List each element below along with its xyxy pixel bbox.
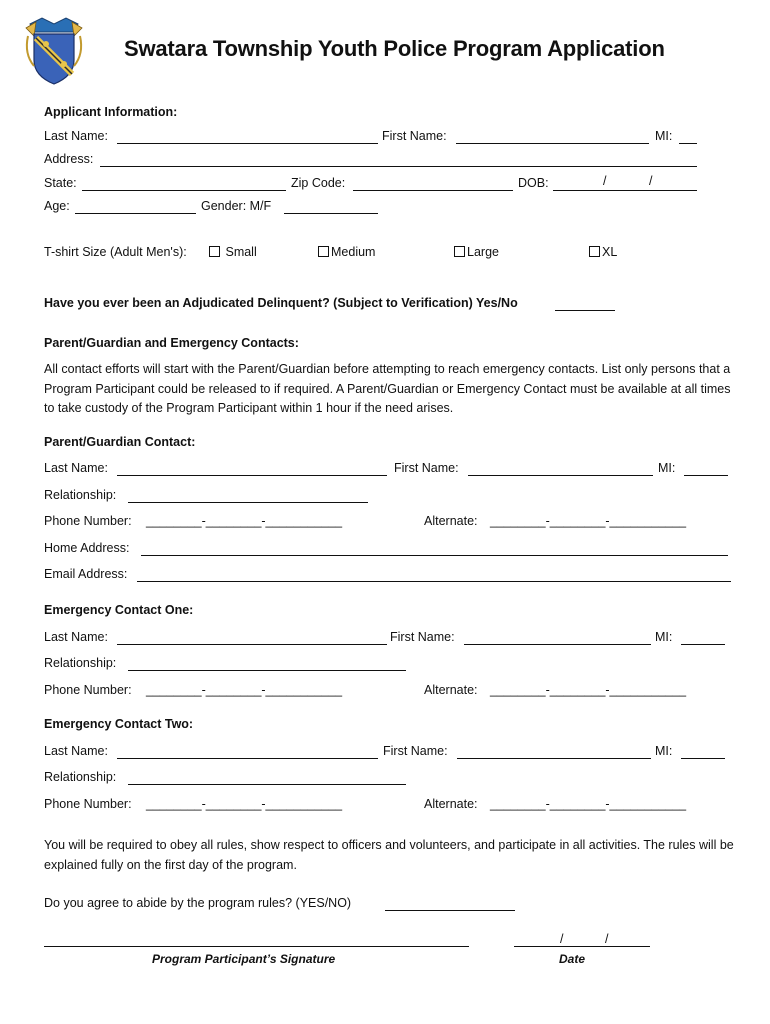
applicant-dob-field[interactable] (553, 190, 697, 191)
guardian-last-name-label: Last Name: (44, 461, 108, 475)
emergency-one-first-name-label: First Name: (390, 630, 455, 644)
guardian-mi-label: MI: (658, 461, 676, 475)
applicant-zip-label: Zip Code: (291, 176, 346, 190)
guardian-email-label: Email Address: (44, 567, 128, 581)
emergency-two-mi-field[interactable] (681, 758, 725, 759)
guardian-last-name-field[interactable] (117, 475, 387, 476)
tshirt-option-large[interactable] (454, 246, 499, 259)
tshirt-option-xl[interactable] (589, 246, 617, 259)
guardian-relationship-field[interactable] (128, 502, 368, 503)
tshirt-option-small-label: Small (225, 245, 257, 259)
guardian-home-address-field[interactable] (141, 555, 728, 556)
emergency-one-last-name-label: Last Name: (44, 630, 108, 644)
emergency-one-first-name-field[interactable] (464, 644, 651, 645)
applicant-gender-label: Gender: M/F (201, 199, 272, 213)
applicant-dob-label: DOB: (518, 176, 549, 190)
tshirt-option-medium[interactable] (318, 246, 375, 259)
date-sep-1: / (560, 932, 564, 946)
emergency-two-last-name-field[interactable] (117, 758, 378, 759)
applicant-age-label: Age: (44, 199, 70, 213)
emergency-two-alternate-field[interactable]: ________-________-___________ (490, 797, 687, 811)
emergency-two-first-name-label: First Name: (383, 744, 448, 758)
contacts-description: All contact efforts will start with the Parent/Guardian before attempting to reach emergency contacts. List only persons that a Program Participant could be released to if required. A Parent/Guardian or Emergency Contact must be available at all times to take custody of the Program Participant within 1 hour if the need arises. (44, 362, 731, 415)
applicant-state-field[interactable] (82, 190, 286, 191)
emergency-two-relationship-label: Relationship: (44, 770, 117, 784)
guardian-home-address-label: Home Address: (44, 541, 130, 555)
checkbox-large[interactable] (454, 246, 465, 257)
emergency-one-mi-label: MI: (655, 630, 673, 644)
emergency-two-last-name-label: Last Name: (44, 744, 108, 758)
checkbox-xl[interactable] (589, 246, 600, 257)
delinquent-question: Have you ever been an Adjudicated Delinquent? (Subject to Verification) Yes/No (44, 296, 518, 310)
emergency-one-relationship-label: Relationship: (44, 656, 117, 670)
guardian-alternate-label: Alternate: (424, 514, 478, 528)
applicant-last-name-field[interactable] (117, 143, 378, 144)
emergency-two-first-name-field[interactable] (457, 758, 651, 759)
emergency-one-alternate-field[interactable]: ________-________-___________ (490, 683, 687, 697)
applicant-gender-field[interactable] (284, 213, 378, 214)
tshirt-size-label: T-shirt Size (Adult Men's): (44, 245, 187, 259)
applicant-dob-sep-2: / (649, 174, 653, 188)
tshirt-option-medium-label: Medium (331, 245, 376, 259)
tshirt-option-large-label: Large (467, 245, 499, 259)
rules-statement: You will be required to obey all rules, show respect to officers and volunteers, and participate in all activities. The rules will be explained fully on the first day of the program. (44, 838, 734, 872)
guardian-phone-label: Phone Number: (44, 514, 132, 528)
township-crest-icon (22, 14, 86, 86)
tshirt-option-xl-label: XL (602, 245, 618, 259)
applicant-state-label: State: (44, 176, 77, 190)
emergency-two-mi-label: MI: (655, 744, 673, 758)
emergency-two-alternate-label: Alternate: (424, 797, 478, 811)
emergency-one-alternate-label: Alternate: (424, 683, 478, 697)
signature-line[interactable] (44, 946, 469, 947)
applicant-address-field[interactable] (100, 166, 697, 167)
emergency-one-phone-label: Phone Number: (44, 683, 132, 697)
applicant-dob-sep-1: / (603, 174, 607, 188)
checkbox-medium[interactable] (318, 246, 329, 257)
contacts-heading: Parent/Guardian and Emergency Contacts: (44, 336, 299, 350)
applicant-first-name-label: First Name: (382, 129, 447, 143)
applicant-first-name-field[interactable] (456, 143, 649, 144)
emergency-two-relationship-field[interactable] (128, 784, 406, 785)
delinquent-answer-field[interactable] (555, 310, 615, 311)
guardian-relationship-label: Relationship: (44, 488, 117, 502)
applicant-age-field[interactable] (75, 213, 196, 214)
guardian-heading: Parent/Guardian Contact: (44, 435, 196, 449)
guardian-mi-field[interactable] (684, 475, 728, 476)
emergency-one-heading: Emergency Contact One: (44, 603, 194, 617)
applicant-zip-field[interactable] (353, 190, 513, 191)
emergency-two-heading: Emergency Contact Two: (44, 717, 194, 731)
emergency-two-phone-label: Phone Number: (44, 797, 132, 811)
guardian-email-field[interactable] (137, 581, 731, 582)
date-sep-2: / (605, 932, 609, 946)
emergency-two-phone-field[interactable]: ________-________-___________ (146, 797, 343, 811)
checkbox-small[interactable] (209, 246, 220, 257)
page-title: Swatara Township Youth Police Program Application (124, 36, 665, 61)
tshirt-option-small[interactable] (209, 246, 257, 259)
applicant-heading: Applicant Information: (44, 105, 178, 119)
guardian-first-name-label: First Name: (394, 461, 459, 475)
rules-agree-question: Do you agree to abide by the program rules? (YES/NO) (44, 896, 352, 910)
date-line[interactable] (514, 946, 650, 947)
applicant-mi-field[interactable] (679, 143, 697, 144)
emergency-one-last-name-field[interactable] (117, 644, 387, 645)
emergency-one-phone-field[interactable]: ________-________-___________ (146, 683, 343, 697)
applicant-mi-label: MI: (655, 129, 673, 143)
guardian-phone-field[interactable]: ________-________-___________ (146, 514, 343, 528)
date-label: Date (559, 952, 586, 966)
rules-agree-field[interactable] (385, 910, 515, 911)
guardian-alternate-field[interactable]: ________-________-___________ (490, 514, 687, 528)
applicant-address-label: Address: (44, 152, 94, 166)
emergency-one-relationship-field[interactable] (128, 670, 406, 671)
emergency-one-mi-field[interactable] (681, 644, 725, 645)
applicant-last-name-label: Last Name: (44, 129, 108, 143)
guardian-first-name-field[interactable] (468, 475, 653, 476)
signature-label: Program Participant’s Signature (152, 952, 336, 966)
